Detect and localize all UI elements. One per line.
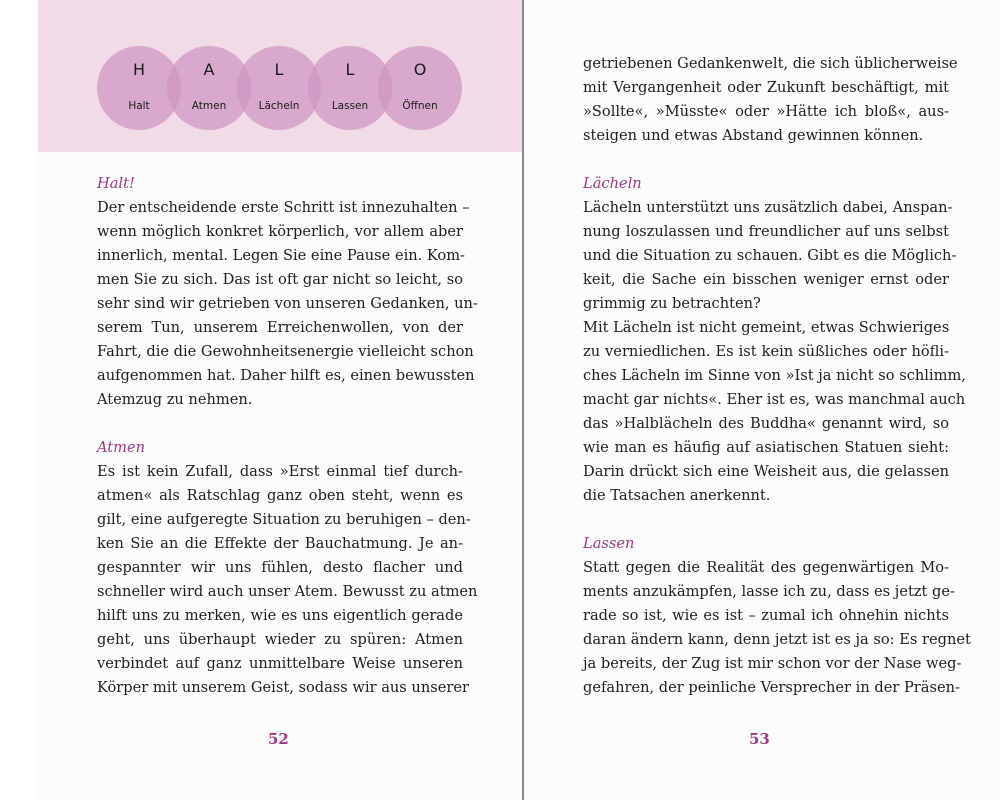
text-line: das »Halblächeln des Buddha« genannt wird, so [583,415,949,432]
text-line: steigen und etwas Abstand gewinnen können. [583,127,924,144]
text-line: innerlich, mental. Legen Sie eine Pause ein. Kom- [97,247,465,264]
section-heading-laecheln: Lächeln [583,175,642,192]
text-line: atmen« als Ratschlag ganz oben steht, wenn es [97,487,463,504]
text-line: gilt, eine aufgeregte Situation zu beruhigen – den- [97,511,471,528]
text-line: Lächeln unterstützt uns zusätzlich dabei, Anspan- [583,199,953,216]
text-line: »Sollte«, »Müsste« oder »Hätte ich bloß«, aus- [583,103,949,120]
text-line: zu verniedlichen. Es ist kein süßliches oder höfli- [583,343,949,360]
text-line: Darin drückt sich eine Weisheit aus, die gelassen [583,463,949,480]
text-line: gefahren, der peinliche Versprecher in der Präsen- [583,679,960,696]
text-line: Statt gegen die Realität des gegenwärtigen Mo- [583,559,949,576]
circle-letter: L [274,60,284,79]
text-line: grimmig zu betrachten? [583,295,761,312]
text-line: hilft uns zu merken, wie es uns eigentlich gerade [97,607,463,624]
text-line: daran ändern kann, denn jetzt ist es ja so: Es regnet [583,631,971,648]
text-line: wie man es häufig auf asiatischen Statuen sieht: [583,439,949,456]
text-line: gespannter wir uns fühlen, desto flacher und [97,559,463,576]
circle-word: Öffnen [402,100,438,112]
text-line: getriebenen Gedankenwelt, die sich üblicherweise [583,55,958,72]
text-line: men Sie zu sich. Das ist oft gar nicht so leicht, so [97,271,463,288]
text-line: Körper mit unserem Geist, sodass wir aus unserer [97,679,469,696]
text-line: serem Tun, unserem Erreichenwollen, von der [97,319,463,336]
text-line: ments anzukämpfen, lasse ich zu, dass es jetzt ge- [583,583,955,600]
circle-word: Lassen [331,100,369,112]
circle-letter: O [413,60,427,79]
left-page-text [97,172,478,700]
text-line: Mit Lächeln ist nicht gemeint, etwas Schwieriges [583,319,950,336]
book-spine [522,0,524,800]
text-line: Der entscheidende erste Schritt ist innezuhalten – [97,199,470,216]
right-page-text [583,52,971,700]
section-heading-halt: Halt! [97,175,135,192]
text-line: und die Situation zu schauen. Gibt es die Möglich- [583,247,957,264]
text-line: ja bereits, der Zug ist mir schon vor der Nase weg- [583,655,962,672]
text-line: macht gar nichts«. Eher ist es, was manchmal auch [583,391,966,408]
text-line: Fahrt, die die Gewohnheitsenergie vielleicht schon [97,343,474,360]
section-heading-lassen: Lassen [583,535,635,552]
text-line: die Tatsachen anerkennt. [583,487,771,504]
page-number-left: 52 [268,730,289,748]
text-line: nung loszulassen und freundlicher auf uns selbst [583,223,949,240]
circle-word: Atmen [191,100,227,112]
hallo-acronym-graphic [97,46,463,130]
section-heading-atmen: Atmen [97,439,146,456]
circle-letter: A [203,60,215,79]
text-line: schneller wird auch unser Atem. Bewusst zu atmen [97,583,478,600]
text-line: ken Sie an die Effekte der Bauchatmung. Je an- [97,535,463,552]
text-line: verbindet auf ganz unmittelbare Weise unseren [97,655,463,672]
text-line: keit, die Sache ein bisschen weniger ernst oder [583,271,949,288]
text-line: Atemzug zu nehmen. [97,391,253,408]
circle-word: Halt [128,100,150,112]
text-line: mit Vergangenheit oder Zukunft beschäftigt, mit [583,79,949,96]
text-line: Es ist kein Zufall, dass »Erst einmal tief durch- [97,463,463,480]
circle-oeffnen [378,46,462,130]
text-line: aufgenommen hat. Daher hilft es, einen bewussten [97,367,475,384]
circle-letter: H [132,60,146,79]
text-line: rade so ist, wie es ist – zumal ich ohnehin nichts [583,607,949,624]
text-line: sehr sind wir getrieben von unseren Gedanken, un- [97,295,478,312]
circle-letter: L [345,60,355,79]
circle-word: Lächeln [258,100,300,112]
text-line: geht, uns überhaupt wieder zu spüren: Atmen [97,631,463,648]
text-line: wenn möglich konkret körperlich, vor allem aber [97,223,463,240]
page-number-right: 53 [749,730,770,748]
text-line: ches Lächeln im Sinne von »Ist ja nicht so schlimm, [583,367,966,384]
